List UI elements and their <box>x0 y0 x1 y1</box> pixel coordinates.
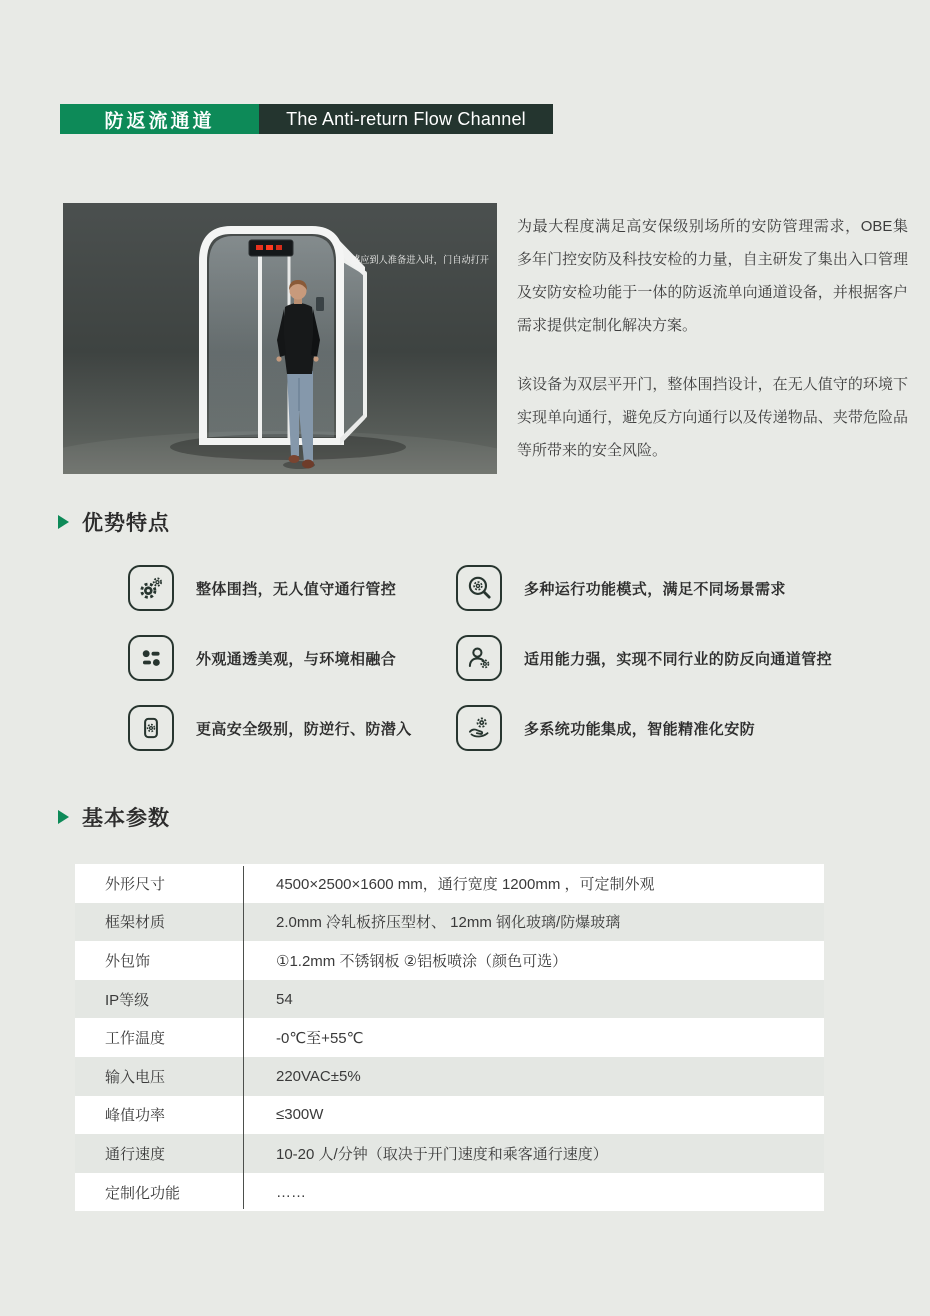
table-row <box>75 903 824 942</box>
spec-value: 10-20 人/分钟（取决于开门速度和乘客通行速度） <box>276 1145 608 1163</box>
green-triangle-icon <box>58 515 69 529</box>
page-banner <box>60 104 553 134</box>
spec-value: 220VAC±5% <box>276 1067 361 1085</box>
specs-heading <box>58 802 170 832</box>
gears-icon <box>128 565 174 611</box>
table-row <box>75 1057 824 1096</box>
table-row <box>75 1018 824 1057</box>
specs-table <box>75 864 824 1211</box>
feature-item <box>456 565 888 611</box>
spec-value: ①1.2mm 不锈钢板 ②铝板喷涂（颜色可选） <box>276 952 568 970</box>
specs-heading-text: 基本参数 <box>82 807 170 830</box>
hand-gear-icon <box>456 705 502 751</box>
feature-item <box>456 705 888 751</box>
features-grid <box>128 565 888 775</box>
intro-paragraph-1: 为最大程度满足高安保级别场所的安防管理需求，OBE集多年门控安防及科技安检的力量，自主研发了集出入口管理及安防安检功能于一体的防返流单向通道设备，并根据客户需求提供定制化解决方案。 <box>517 218 908 334</box>
intro-paragraph-2: 该设备为双层平开门，整体围挡设计，在无人值守的环境下实现单向通行，避免反方向通行以及传递物品、夹带危险品等所带来的安全风险。 <box>517 376 908 459</box>
table-column-divider <box>243 866 244 1209</box>
spec-label: 外包饰 <box>105 952 151 970</box>
feature-item <box>456 635 888 681</box>
spec-value: 54 <box>276 990 293 1008</box>
features-heading <box>58 507 170 537</box>
feature-text: 整体围挡，无人值守通行管控 <box>196 580 397 598</box>
spec-value: ≤300W <box>276 1106 324 1124</box>
green-triangle-icon <box>58 810 69 824</box>
spec-value: 4500×2500×1600 mm，通行宽度 1200mm ，可定制外观 <box>276 875 655 893</box>
spec-label: 输入电压 <box>105 1068 166 1086</box>
spec-label: 定制化功能 <box>105 1184 181 1202</box>
feature-text: 更高安全级别，防逆行、防潜入 <box>196 720 412 738</box>
spec-value: -0℃至+55℃ <box>276 1030 364 1048</box>
spec-label: 框架材质 <box>105 914 166 932</box>
feature-item <box>128 635 456 681</box>
photo-caption: 感应到人准备进入时，门自动打开 <box>351 255 494 266</box>
intro-text <box>517 210 908 467</box>
table-row <box>75 1134 824 1173</box>
product-photo <box>63 203 497 474</box>
spec-label: 通行速度 <box>105 1145 166 1163</box>
feature-text: 外观通透美观，与环境相融合 <box>196 650 397 668</box>
table-row <box>75 980 824 1019</box>
list-toggle-icon <box>128 635 174 681</box>
table-row <box>75 864 824 903</box>
spec-label: 峰值功率 <box>105 1107 166 1125</box>
feature-text: 适用能力强，实现不同行业的防反向通道管控 <box>524 650 833 668</box>
feature-text: 多系统功能集成，智能精准化安防 <box>524 720 756 738</box>
spec-value: …… <box>276 1183 306 1201</box>
table-row <box>75 1173 824 1212</box>
person-gear-icon <box>456 635 502 681</box>
feature-text: 多种运行功能模式，满足不同场景需求 <box>524 580 786 598</box>
banner-title-en: The Anti-return Flow Channel <box>259 104 553 134</box>
banner-title-zh: 防返流通道 <box>60 104 259 134</box>
led-display <box>249 240 293 256</box>
device-gear-icon <box>128 705 174 751</box>
access-reader <box>316 297 324 311</box>
spec-label: 工作温度 <box>105 1030 166 1048</box>
features-heading-text: 优势特点 <box>82 512 170 535</box>
table-row <box>75 1096 824 1135</box>
spec-label: 外形尺寸 <box>105 875 166 893</box>
search-gear-icon <box>456 565 502 611</box>
feature-item <box>128 565 456 611</box>
spec-label: IP等级 <box>105 991 150 1009</box>
table-row <box>75 941 824 980</box>
feature-item <box>128 705 456 751</box>
spec-value: 2.0mm 冷轧板挤压型材、 12mm 钢化玻璃/防爆玻璃 <box>276 914 621 932</box>
